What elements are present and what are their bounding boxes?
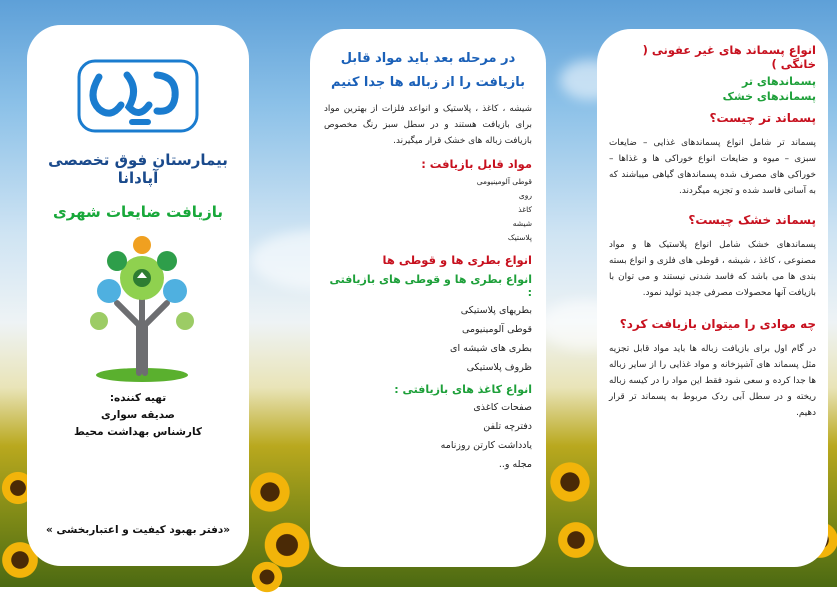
recyclable-question: چه موادی را میتوان بازیافت کرد؟ — [619, 317, 816, 331]
list-item: صفحات کاغذی — [473, 402, 532, 413]
bottles-list — [324, 301, 532, 377]
list-item: بطری های شیشه ای — [450, 343, 532, 354]
author-role: کارشناس بهداشت محیط — [73, 426, 203, 438]
office-name: «دفتر بهبود کیفیت و اعتباربخشی » — [45, 524, 231, 536]
dry-waste-question: پسماند خشک چیست؟ — [688, 213, 816, 227]
recyclables-title: مواد قابل بازیافت : — [421, 157, 532, 171]
list-item: بطریهای پلاستیکی — [460, 305, 532, 316]
list-item: شیشه — [512, 219, 532, 228]
hospital-logo — [77, 59, 199, 133]
list-item: قوطی آلومینیومی — [476, 177, 532, 186]
list-item: مجله و.. — [498, 459, 532, 470]
recycling-materials-panel — [310, 29, 546, 567]
list-item: روی — [518, 191, 532, 200]
cover-panel — [27, 25, 249, 566]
list-item: کاغذ — [518, 205, 532, 214]
paper-list — [324, 398, 532, 474]
waste-types-panel — [597, 29, 828, 567]
author-name: صدیقه سواری — [101, 409, 175, 421]
separation-heading: در مرحله بعد باید مواد قابل بازیافت را از زباله ها جدا کنیم — [331, 51, 525, 90]
list-item: دفترچه تلفن — [483, 421, 532, 432]
list-item: پلاستیک — [507, 233, 532, 242]
list-item: ظروف پلاستیکی — [466, 362, 532, 373]
recyclables-list — [324, 175, 532, 245]
paper-title: انواع کاغذ های بازیافتی : — [394, 383, 532, 396]
separation-intro: شیشه ، کاغذ ، پلاستیک و انواعد فلزات از بهترین مواد برای بازیافت هستند و در سطل سبز رنگ مخصوص بازیافت زباله های خشک قرار میگیرند. — [324, 104, 532, 146]
list-item: قوطی آلومینیومی — [462, 324, 532, 335]
dry-waste-type: پسماندهای خشک — [722, 90, 816, 103]
recyclable-bottles-title: انواع بطری ها و قوطی های بازیافتی : — [329, 273, 532, 299]
bottles-title: انواع بطری ها و قوطی ها — [382, 253, 532, 267]
prepared-by-label: تهیه کننده: — [109, 392, 167, 404]
author-block — [27, 390, 249, 441]
dry-waste-answer: پسماندهای خشک شامل انواع پلاستیک ها و مواد مصنوعی ، کاغذ ، شیشه ، قوطی های فلزی و انواع بسته بندی ها می باشد که فاسد شدنی نیستند و می توان با بازیافت آنها محصولات مصرفی جدید تولید نمود. — [609, 240, 816, 298]
publication-title: بازیافت ضایعات شهری — [53, 203, 223, 221]
waste-types-title: انواع پسماند های غیر عفونی ( خانگی ) — [642, 43, 816, 71]
wet-waste-question: پسماند تر چیست؟ — [709, 111, 816, 125]
list-item: یادداشت کارتن روزنامه — [440, 440, 532, 451]
hospital-name: بیمارستان فوق تخصصی آپادانا — [48, 151, 228, 187]
recyclable-answer: در گام اول برای بازیافت زباله ها باید مواد قابل تجزیه مثل پسماند های آشپزخانه و مواد غذایی را از سایر زباله ها جدا کرده و سعی شود فقط این مواد را در کیسه زباله ریخته و در سطل آبی ردک مربوط به پسماند تر قرار دهیم. — [609, 344, 816, 418]
wet-waste-answer: پسماند تر شامل انواع پسماندهای غذایی – ضایعات سبزی – میوه و ضایعات انواع خوراکی ها و غذاها – خوراکی های مصرف شده پسماندهای گیاهی میباشند که به آسانی فاسد شده و تجزیه میگردند. — [609, 138, 816, 196]
recycling-tree-illustration — [87, 233, 197, 383]
wet-waste-type: پسماندهای تر — [742, 75, 816, 88]
